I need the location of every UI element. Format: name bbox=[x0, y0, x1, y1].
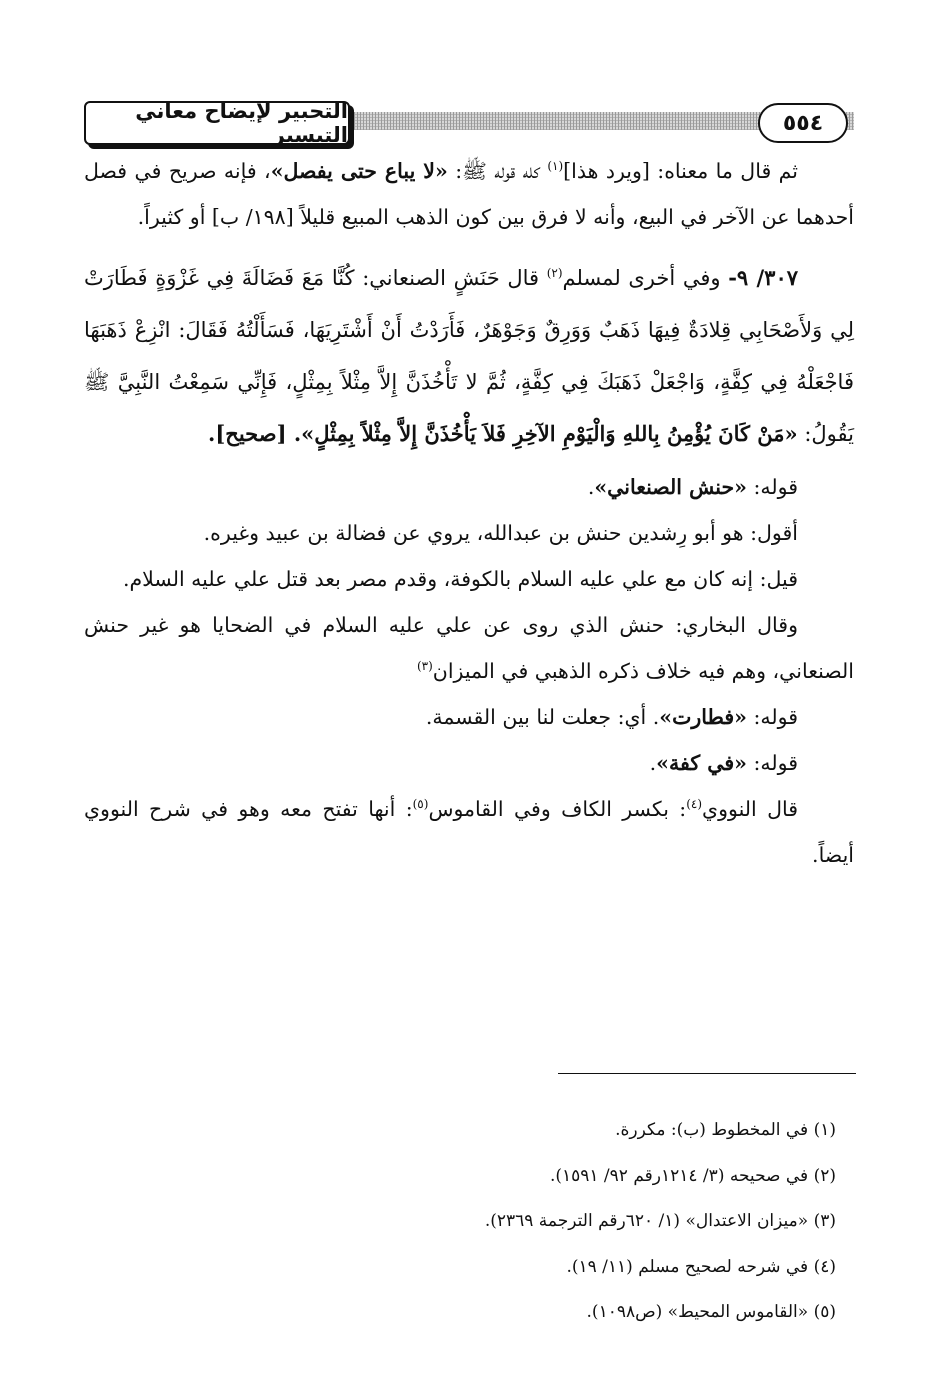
hadith-number: ٣٠٧/ ٩- bbox=[728, 265, 799, 290]
hadith-quote: «مَنْ كَانَ يُؤْمِنُ بِاللهِ وَالْيَوْمِ الآخِرِ فَلاَ يَأْخُذَنَّ إِلاَّ مِثْلاً بِمِثْلٍ» bbox=[301, 421, 798, 446]
text-run: : أنها تفتح معه وهو في شرح النووي أيضاً. bbox=[84, 797, 854, 867]
footnote-3: (٣) «ميزان الاعتدال» (١/ ٦٢٠رقم الترجمة ٢٣٦٩). bbox=[484, 1211, 836, 1231]
footnote-ref-3: (٣) bbox=[416, 659, 433, 674]
text-run: . bbox=[587, 475, 595, 499]
hadith-text: قال حَنَشٍ الصنعاني: كُنَّا مَعَ فَضَالَةَ فِي غَزْوَةٍ فَطَارَتْ لِي وَلأَصْحَابِي قِلادَةٌ فِيهَا ذَهَبٌ وَوَرِقٌ وَجَوْهَرٌ، فَأَرَدْتُ أَنْ أَشْتَرِيَهَا، فَسَأَلْتُهُ فَقَالَ: انْزِعْ ذَهَبَهَا فَاجْعَلْهُ فِي كِفَّةٍ، وَاجْعَلْ ذَهَبَكَ فِي كِفَّةٍ، ثُمَّ لا تَأْخُذَنَّ إِلاَّ مِثْلاً بِمِثْلٍ، فَإِنِّي سَمِعْتُ النَّبِيَّ ﷺ يَقُولُ: bbox=[84, 266, 854, 446]
text-run: وفي أخرى لمسلم bbox=[562, 266, 729, 290]
book-title: التحبير لإيضاح معاني التيسير bbox=[135, 99, 348, 147]
footnote-ref-2: (٢) bbox=[546, 266, 563, 280]
text-run: قوله: bbox=[746, 705, 798, 729]
hadith-307 bbox=[84, 252, 854, 460]
quoted-term: «في كفة» bbox=[656, 751, 747, 775]
text-run: ، فإنه صريح في فصل أحدهما عن الآخر في البيع، وأنه لا فرق بين كون الذهب المبيع قليلاً [١٩٨/ ب] أو كثيراً. bbox=[84, 159, 854, 229]
text-run: وقال البخاري: حنش الذي روى عن علي عليه السلام في الضحايا هو غير حنش الصنعاني، وهم فيه خلاف ذكره الذهبي في الميزان bbox=[84, 613, 854, 683]
paragraph-7 bbox=[84, 694, 854, 740]
paragraph-8 bbox=[84, 740, 854, 786]
page-number: ٥٥٤ bbox=[782, 110, 824, 136]
text-run: : بكسر الكاف وفي القاموس bbox=[428, 797, 687, 821]
paragraph-6 bbox=[84, 602, 854, 694]
page-number-frame bbox=[758, 103, 848, 143]
hadith-grade: . [صحيح]. bbox=[208, 421, 302, 446]
paragraph-1 bbox=[84, 148, 854, 240]
footnotes bbox=[84, 1108, 854, 1336]
footnote-1: (١) في المخطوط (ب): مكررة. bbox=[615, 1120, 836, 1140]
footnote-ref-4: (٤) bbox=[686, 797, 703, 812]
footnote-5: (٥) «القاموس المحيط» (ص١٠٩٨). bbox=[586, 1302, 836, 1322]
text-run: ثم قال ما معناه: [ويرد هذا] bbox=[563, 159, 799, 183]
text-run: . bbox=[649, 751, 657, 775]
text-run: . أي: جعلت لنا بين القسمة. bbox=[425, 705, 660, 729]
paragraph-4: أقول: هو أبو رِشدين حنش بن عبدالله، يروي عن فضالة بن عبيد وغيره. bbox=[203, 521, 798, 545]
text-run: قال النووي bbox=[702, 797, 799, 821]
paragraph-3 bbox=[84, 464, 854, 510]
footnote-ref-1: (١) bbox=[547, 159, 564, 174]
text-run: كله قوله ﷺ: bbox=[447, 159, 548, 183]
page-header bbox=[84, 100, 854, 146]
paragraph-5: قيل: إنه كان مع علي عليه السلام بالكوفة، وقدم مصر بعد قتل علي عليه السلام. bbox=[122, 567, 798, 591]
footnote-4: (٤) في شرحه لصحيح مسلم (١١/ ١٩). bbox=[566, 1256, 836, 1277]
text-run: قوله: bbox=[746, 751, 798, 775]
quoted-term: «فطارت» bbox=[659, 705, 747, 729]
footnote-2: (٢) في صحيحه (٣/ ١٢١٤رقم ٩٢/ ١٥٩١). bbox=[549, 1165, 836, 1186]
footnote-separator bbox=[558, 1073, 856, 1074]
paragraph-9 bbox=[84, 786, 854, 878]
quoted-term: «حنش الصنعاني» bbox=[594, 475, 747, 499]
footnote-ref-5: (٥) bbox=[412, 797, 429, 812]
book-title-frame bbox=[84, 101, 350, 145]
text-run: قوله: bbox=[746, 475, 798, 499]
hadith-quote: «لا يباع حتى يفصل» bbox=[270, 159, 448, 183]
main-text bbox=[84, 148, 854, 878]
